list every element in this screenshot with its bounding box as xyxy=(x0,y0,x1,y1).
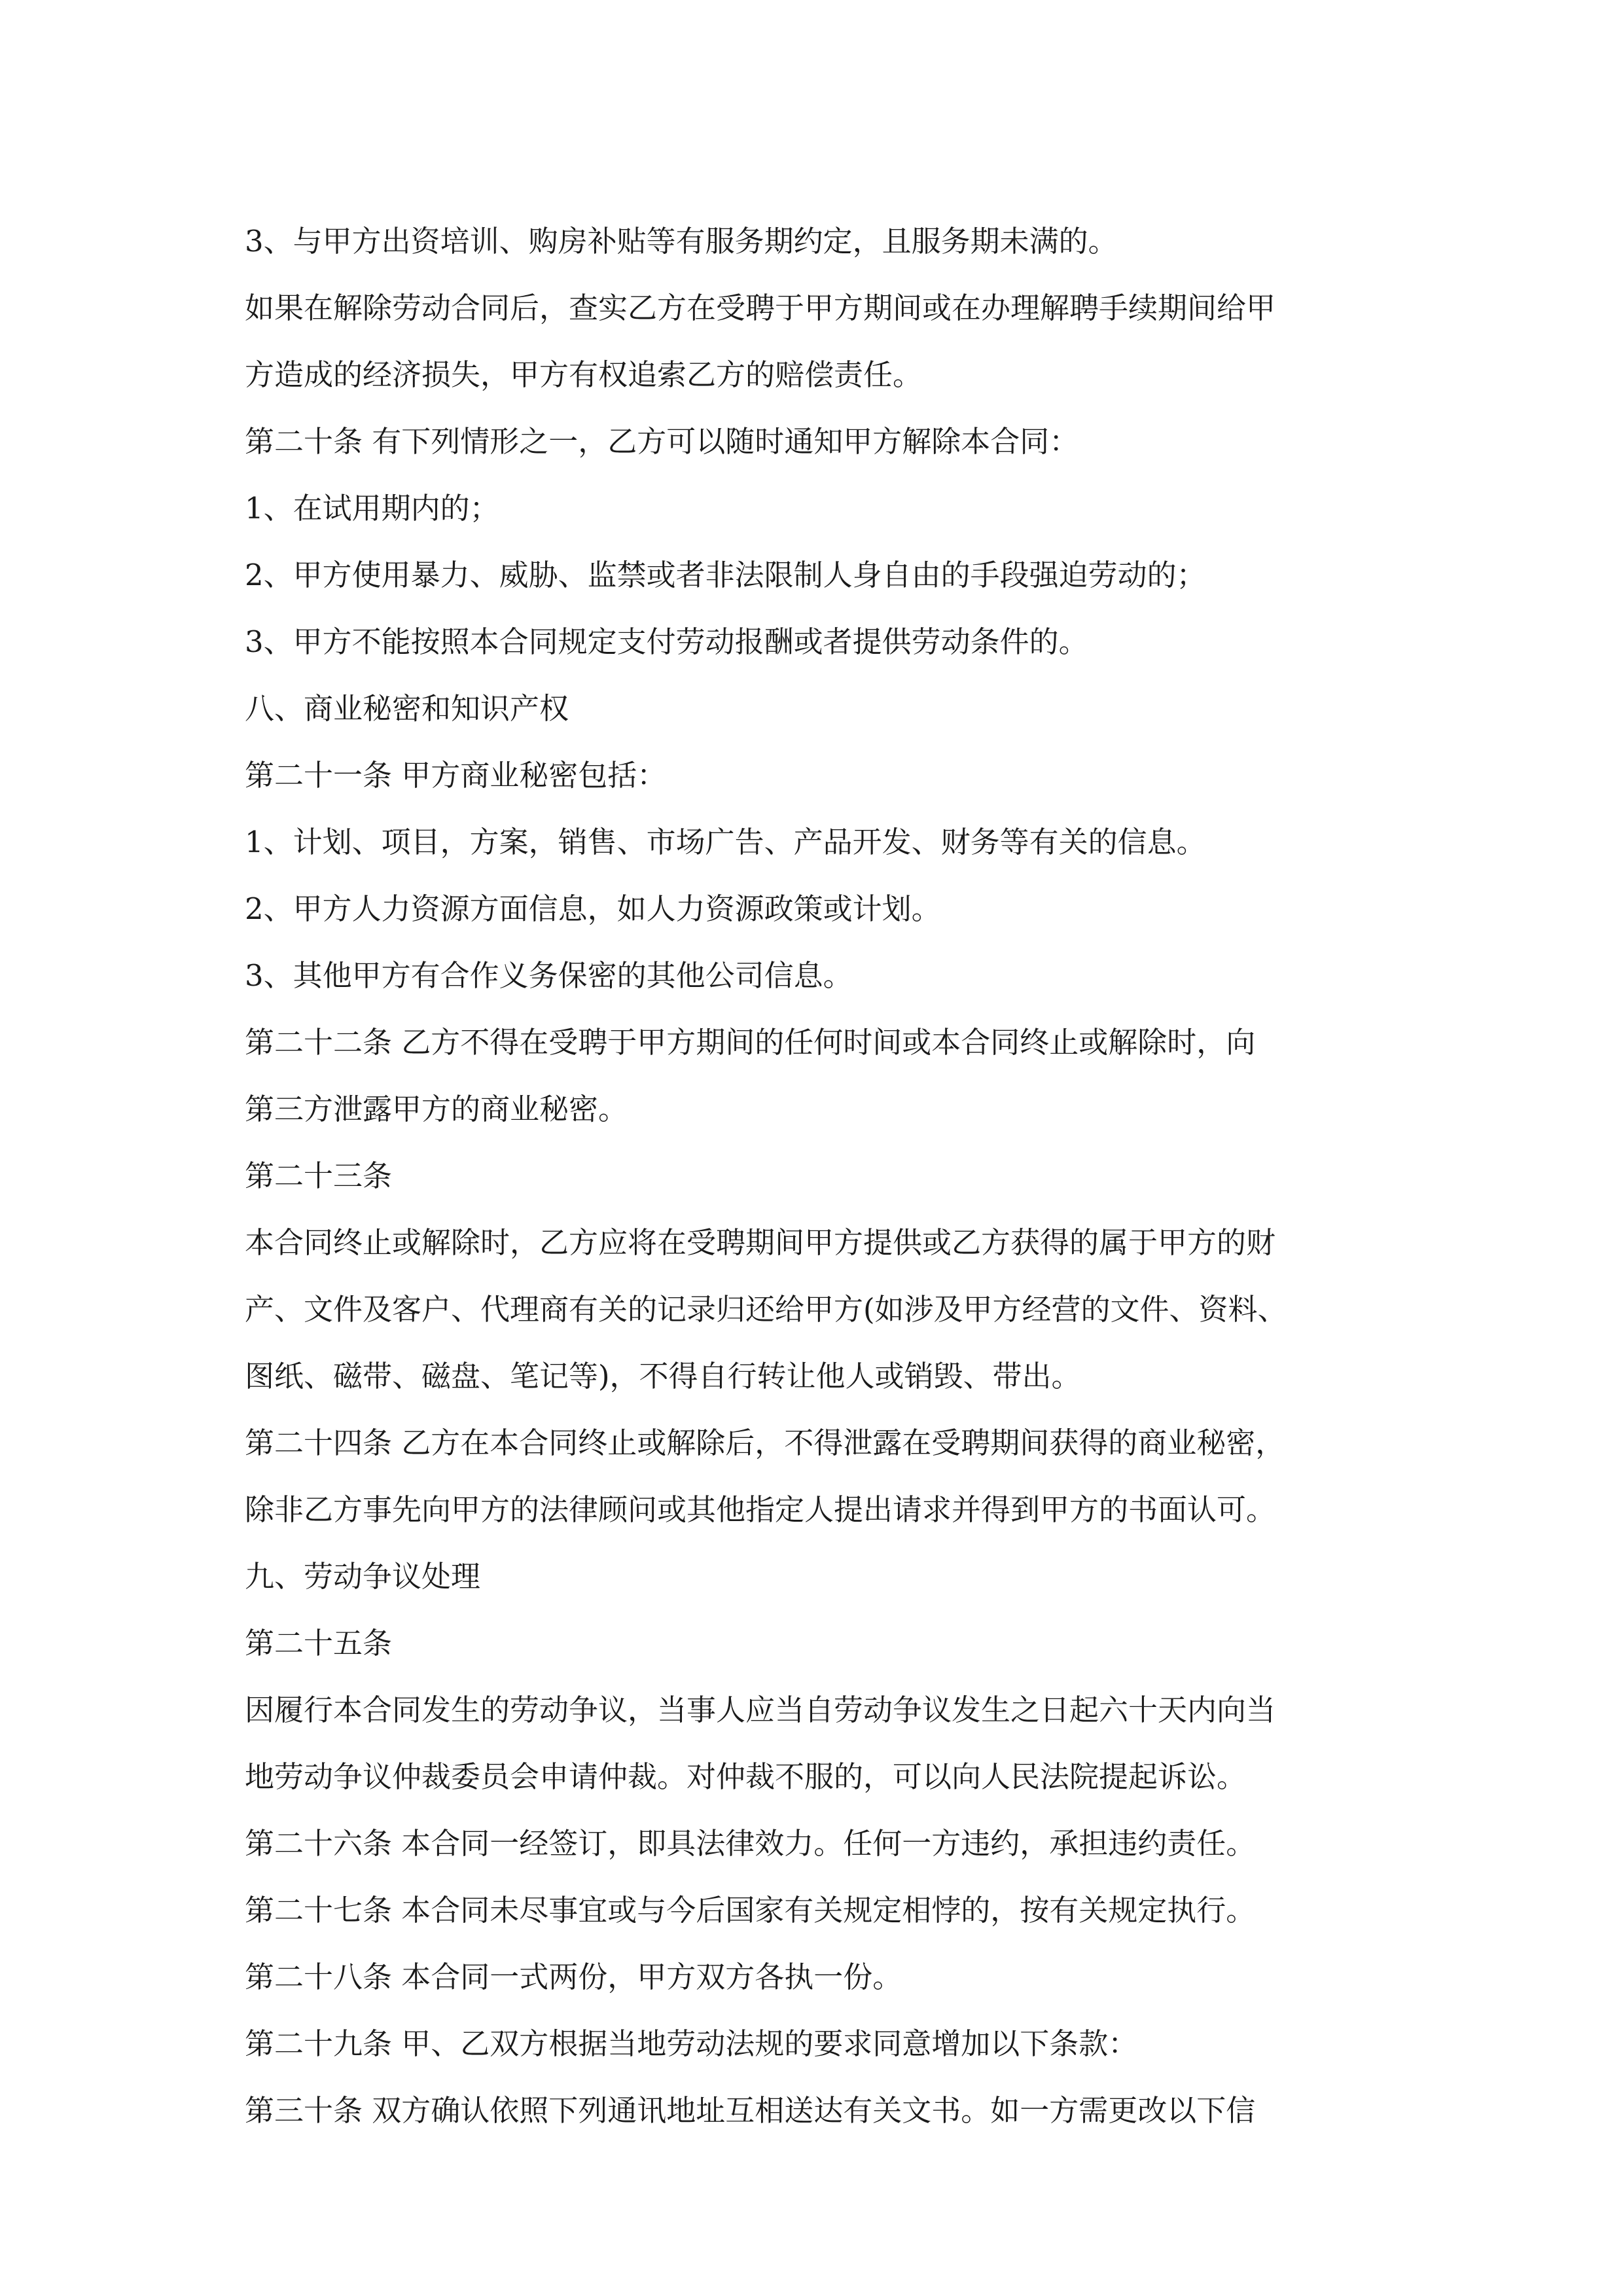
paragraph-line: 第三方泄露甲方的商业秘密。 xyxy=(245,1092,628,1126)
paragraph-line: 方造成的经济损失，甲方有权追索乙方的赔偿责任。 xyxy=(245,357,923,392)
paragraph-line: 如果在解除劳动合同后，查实乙方在受聘于甲方期间或在办理解聘手续期间给甲 xyxy=(245,291,1276,325)
article-24-line: 第二十四条 乙方在本合同终止或解除后，不得泄露在受聘期间获得的商业秘密， xyxy=(245,1426,1285,1460)
article-26-line: 第二十六条 本合同一经签订，即具法律效力。任何一方违约，承担违约责任。 xyxy=(245,1826,1256,1861)
paragraph-line: 除非乙方事先向甲方的法律顾问或其他指定人提出请求并得到甲方的书面认可。 xyxy=(245,1492,1276,1527)
paragraph-line: 产、文件及客户、代理商有关的记录归还给甲方(如涉及甲方经营的文件、资料、 xyxy=(245,1292,1287,1327)
paragraph-line: 本合同终止或解除时，乙方应将在受聘期间甲方提供或乙方获得的属于甲方的财 xyxy=(245,1225,1276,1260)
clause-line: 2、甲方人力资源方面信息，如人力资源政策或计划。 xyxy=(245,891,941,926)
article-25-heading: 第二十五条 xyxy=(245,1626,393,1660)
clause-line: 3、甲方不能按照本合同规定支付劳动报酬或者提供劳动条件的。 xyxy=(245,624,1088,659)
clause-line: 1、计划、项目，方案，销售、市场广告、产品开发、财务等有关的信息。 xyxy=(245,825,1206,859)
article-27-line: 第二十七条 本合同未尽事宜或与今后国家有关规定相悖的，按有关规定执行。 xyxy=(245,1893,1256,1928)
paragraph-line: 因履行本合同发生的劳动争议，当事人应当自劳动争议发生之日起六十天内向当 xyxy=(245,1693,1276,1727)
article-23-heading: 第二十三条 xyxy=(245,1158,393,1193)
clause-line: 1、在试用期内的； xyxy=(245,491,499,526)
article-22-line: 第二十二条 乙方不得在受聘于甲方期间的任何时间或本合同终止或解除时，向 xyxy=(245,1025,1256,1060)
paragraph-line: 地劳动争议仲裁委员会申请仲裁。对仲裁不服的，可以向人民法院提起诉讼。 xyxy=(245,1759,1247,1794)
article-20-line: 第二十条 有下列情形之一，乙方可以随时通知甲方解除本合同： xyxy=(245,424,1079,459)
section-heading-9: 九、劳动争议处理 xyxy=(245,1559,481,1594)
article-29-line: 第二十九条 甲、乙双方根据当地劳动法规的要求同意增加以下条款： xyxy=(245,2026,1138,2061)
article-30-line: 第三十条 双方确认依照下列通讯地址互相送达有关文书。如一方需更改以下信 xyxy=(245,2093,1256,2128)
section-heading-8: 八、商业秘密和知识产权 xyxy=(245,691,569,726)
article-28-line: 第二十八条 本合同一式两份，甲方双方各执一份。 xyxy=(245,1960,902,1994)
clause-line: 3、与甲方出资培训、购房补贴等有服务期约定，且服务期未满的。 xyxy=(245,224,1118,259)
paragraph-line: 图纸、磁带、磁盘、笔记等)，不得自行转让他人或销毁、带出。 xyxy=(245,1359,1081,1393)
article-21-line: 第二十一条 甲方商业秘密包括： xyxy=(245,758,667,793)
clause-line: 2、甲方使用暴力、威胁、监禁或者非法限制人身自由的手段强迫劳动的； xyxy=(245,558,1206,592)
clause-line: 3、其他甲方有合作义务保密的其他公司信息。 xyxy=(245,958,853,993)
document-body xyxy=(245,208,1410,2144)
